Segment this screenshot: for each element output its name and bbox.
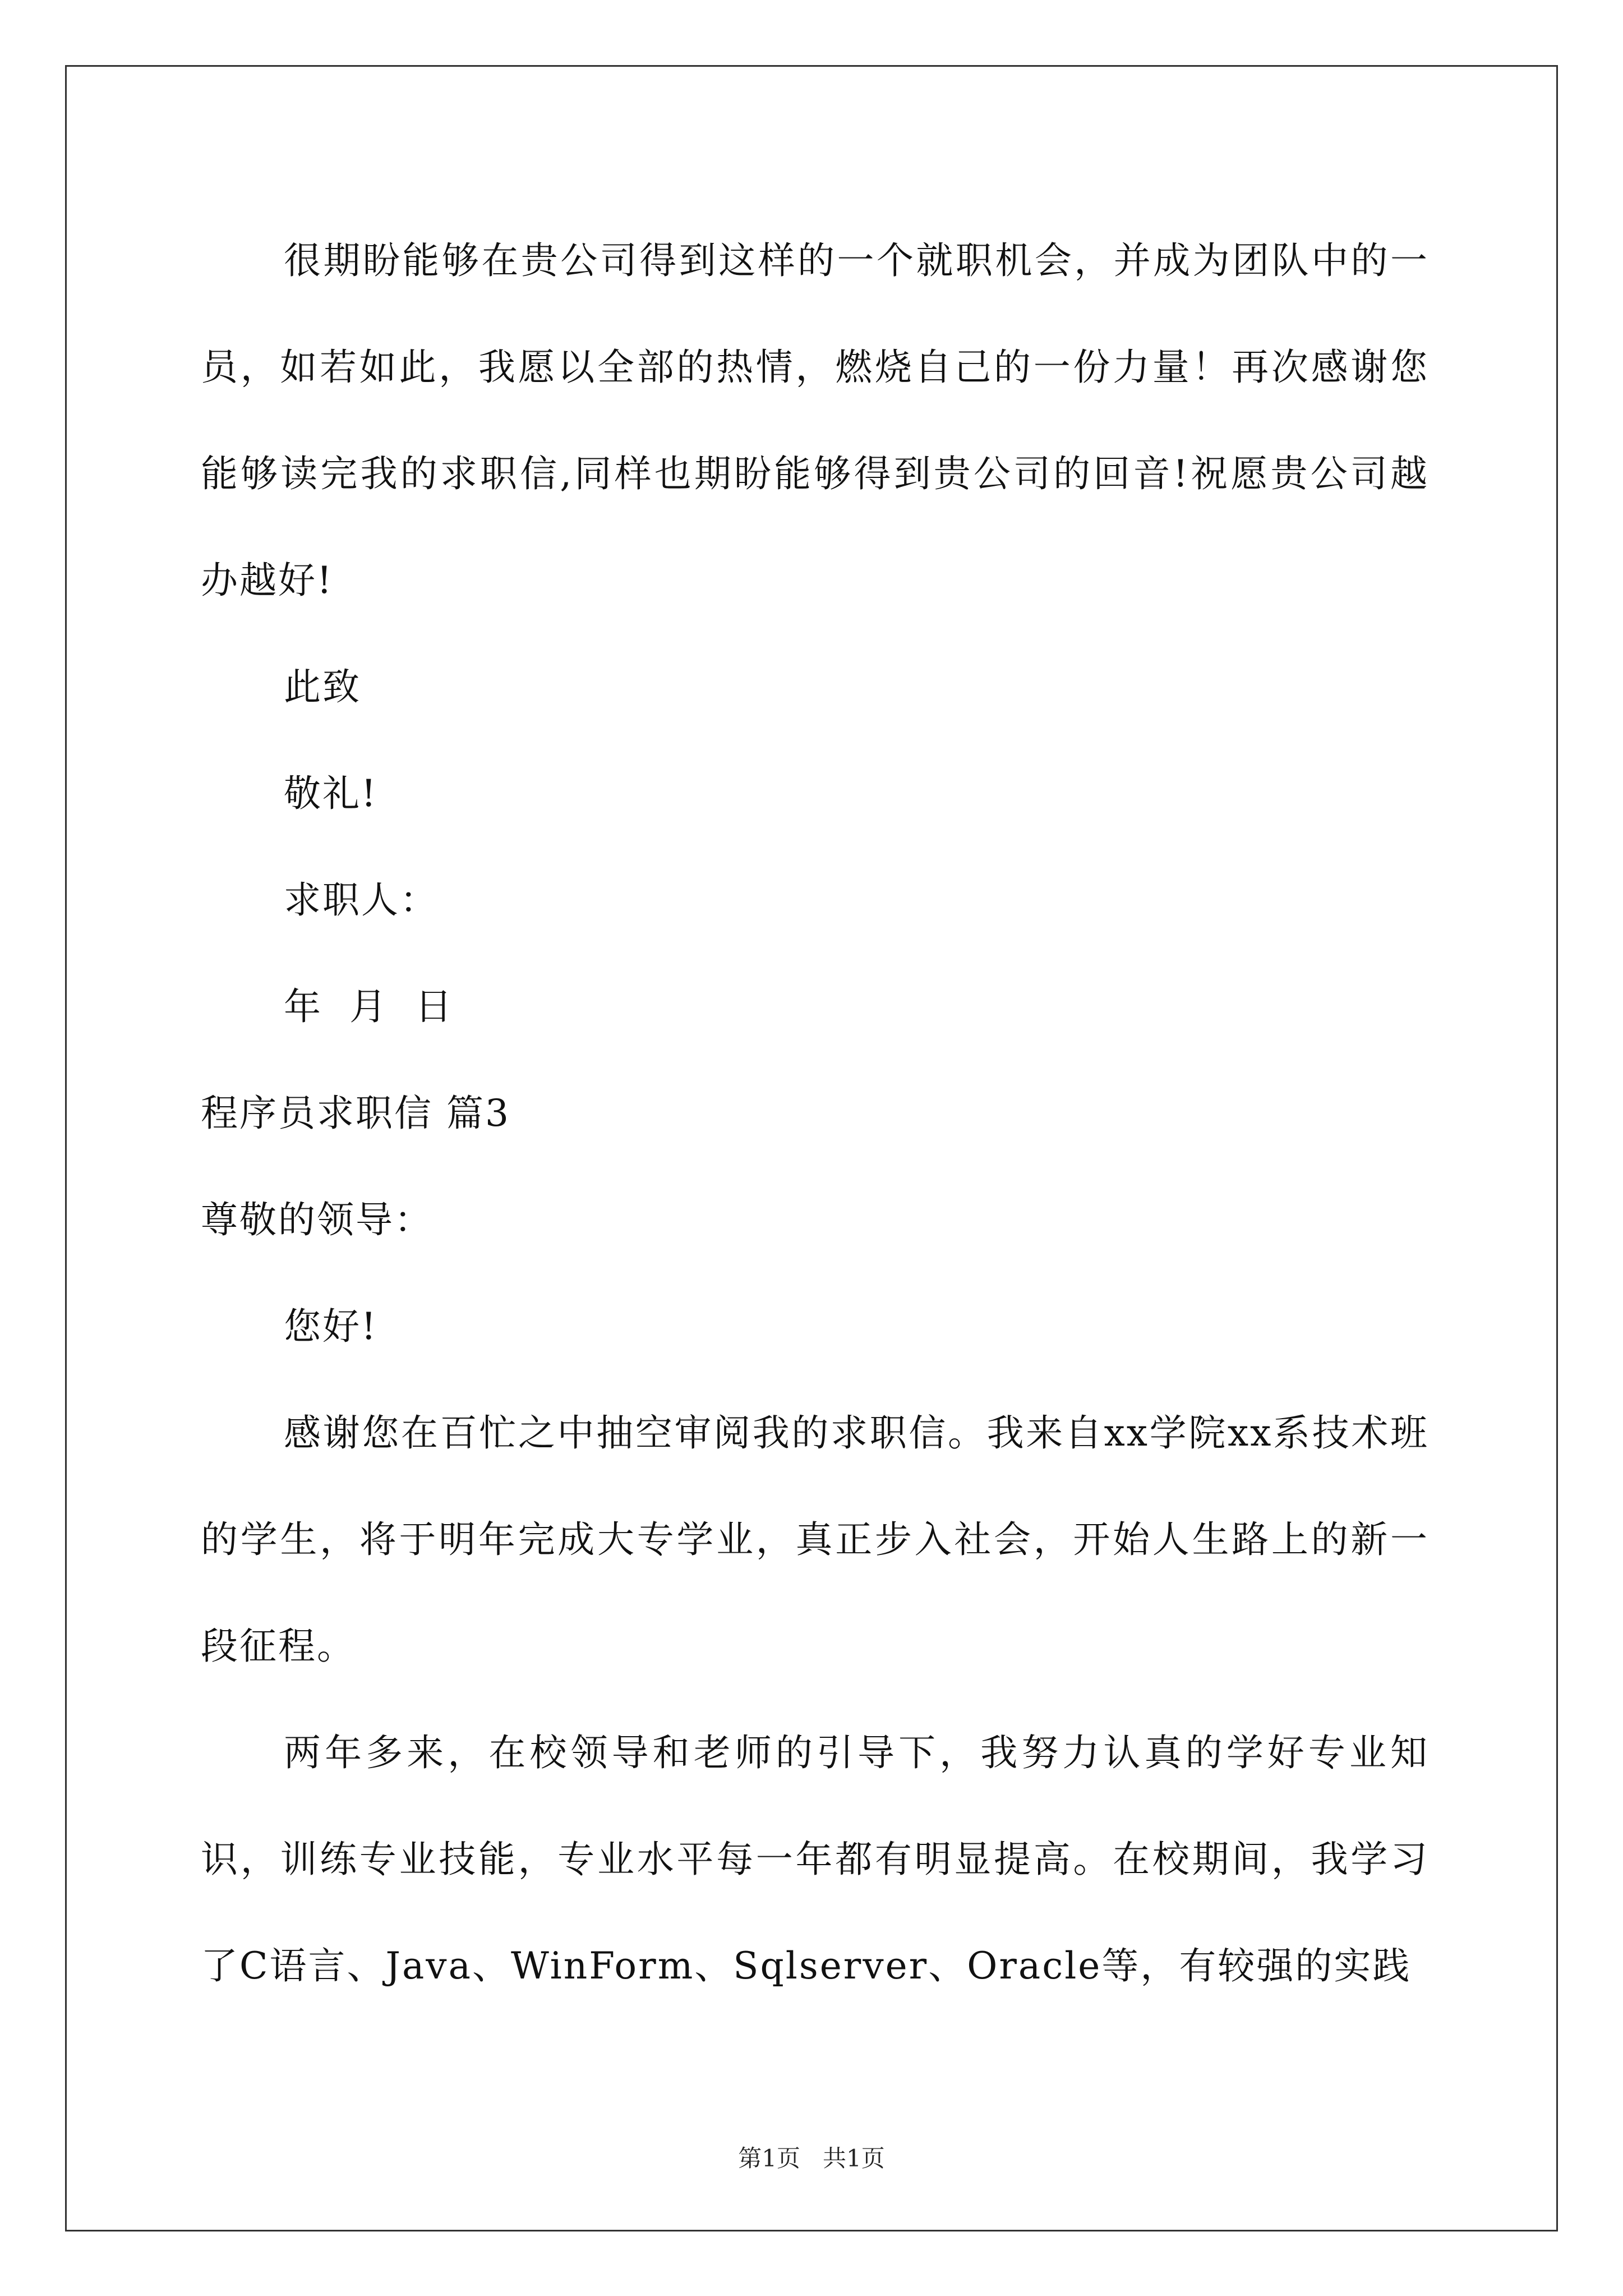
closing-paragraph: 很期盼能够在贵公司得到这样的一个就职机会，并成为团队中的一员，如若如此，我愿以全部的热情，燃烧自己的一份力量！再次感谢您能够读完我的求职信,同样也期盼能够得到贵公司的回音!祝愿贵公司越办越好! [201, 239, 1429, 602]
salutation-cizhi: 此致 [284, 665, 361, 708]
intro-paragraph: 感谢您在百忙之中抽空审阅我的求职信。我来自xx学院xx系技术班的学生，将于明年完成大专学业，真正步入社会，开始人生路上的新一段征程。 [201, 1411, 1429, 1668]
document-body [201, 208, 1429, 2019]
study-paragraph: 两年多来，在校领导和老师的引导下，我努力认真的学好专业知识，训练专业技能，专业水平每一年都有明显提高。在校期间，我学习了C语言、Java、WinForm、Sqlserver、Oracle等，有较强的实践 [201, 1731, 1429, 1987]
greeting-recipient: 尊敬的领导： [201, 1198, 433, 1241]
salutation-jingli: 敬礼! [284, 772, 378, 815]
greeting-hello: 您好! [284, 1305, 378, 1348]
page-footer: 第1页 共1页 [738, 2145, 885, 2172]
applicant-label: 求职人： [284, 878, 439, 922]
section-heading: 程序员求职信 篇3 [201, 1092, 510, 1135]
date-line: 年 月 日 [284, 985, 454, 1028]
